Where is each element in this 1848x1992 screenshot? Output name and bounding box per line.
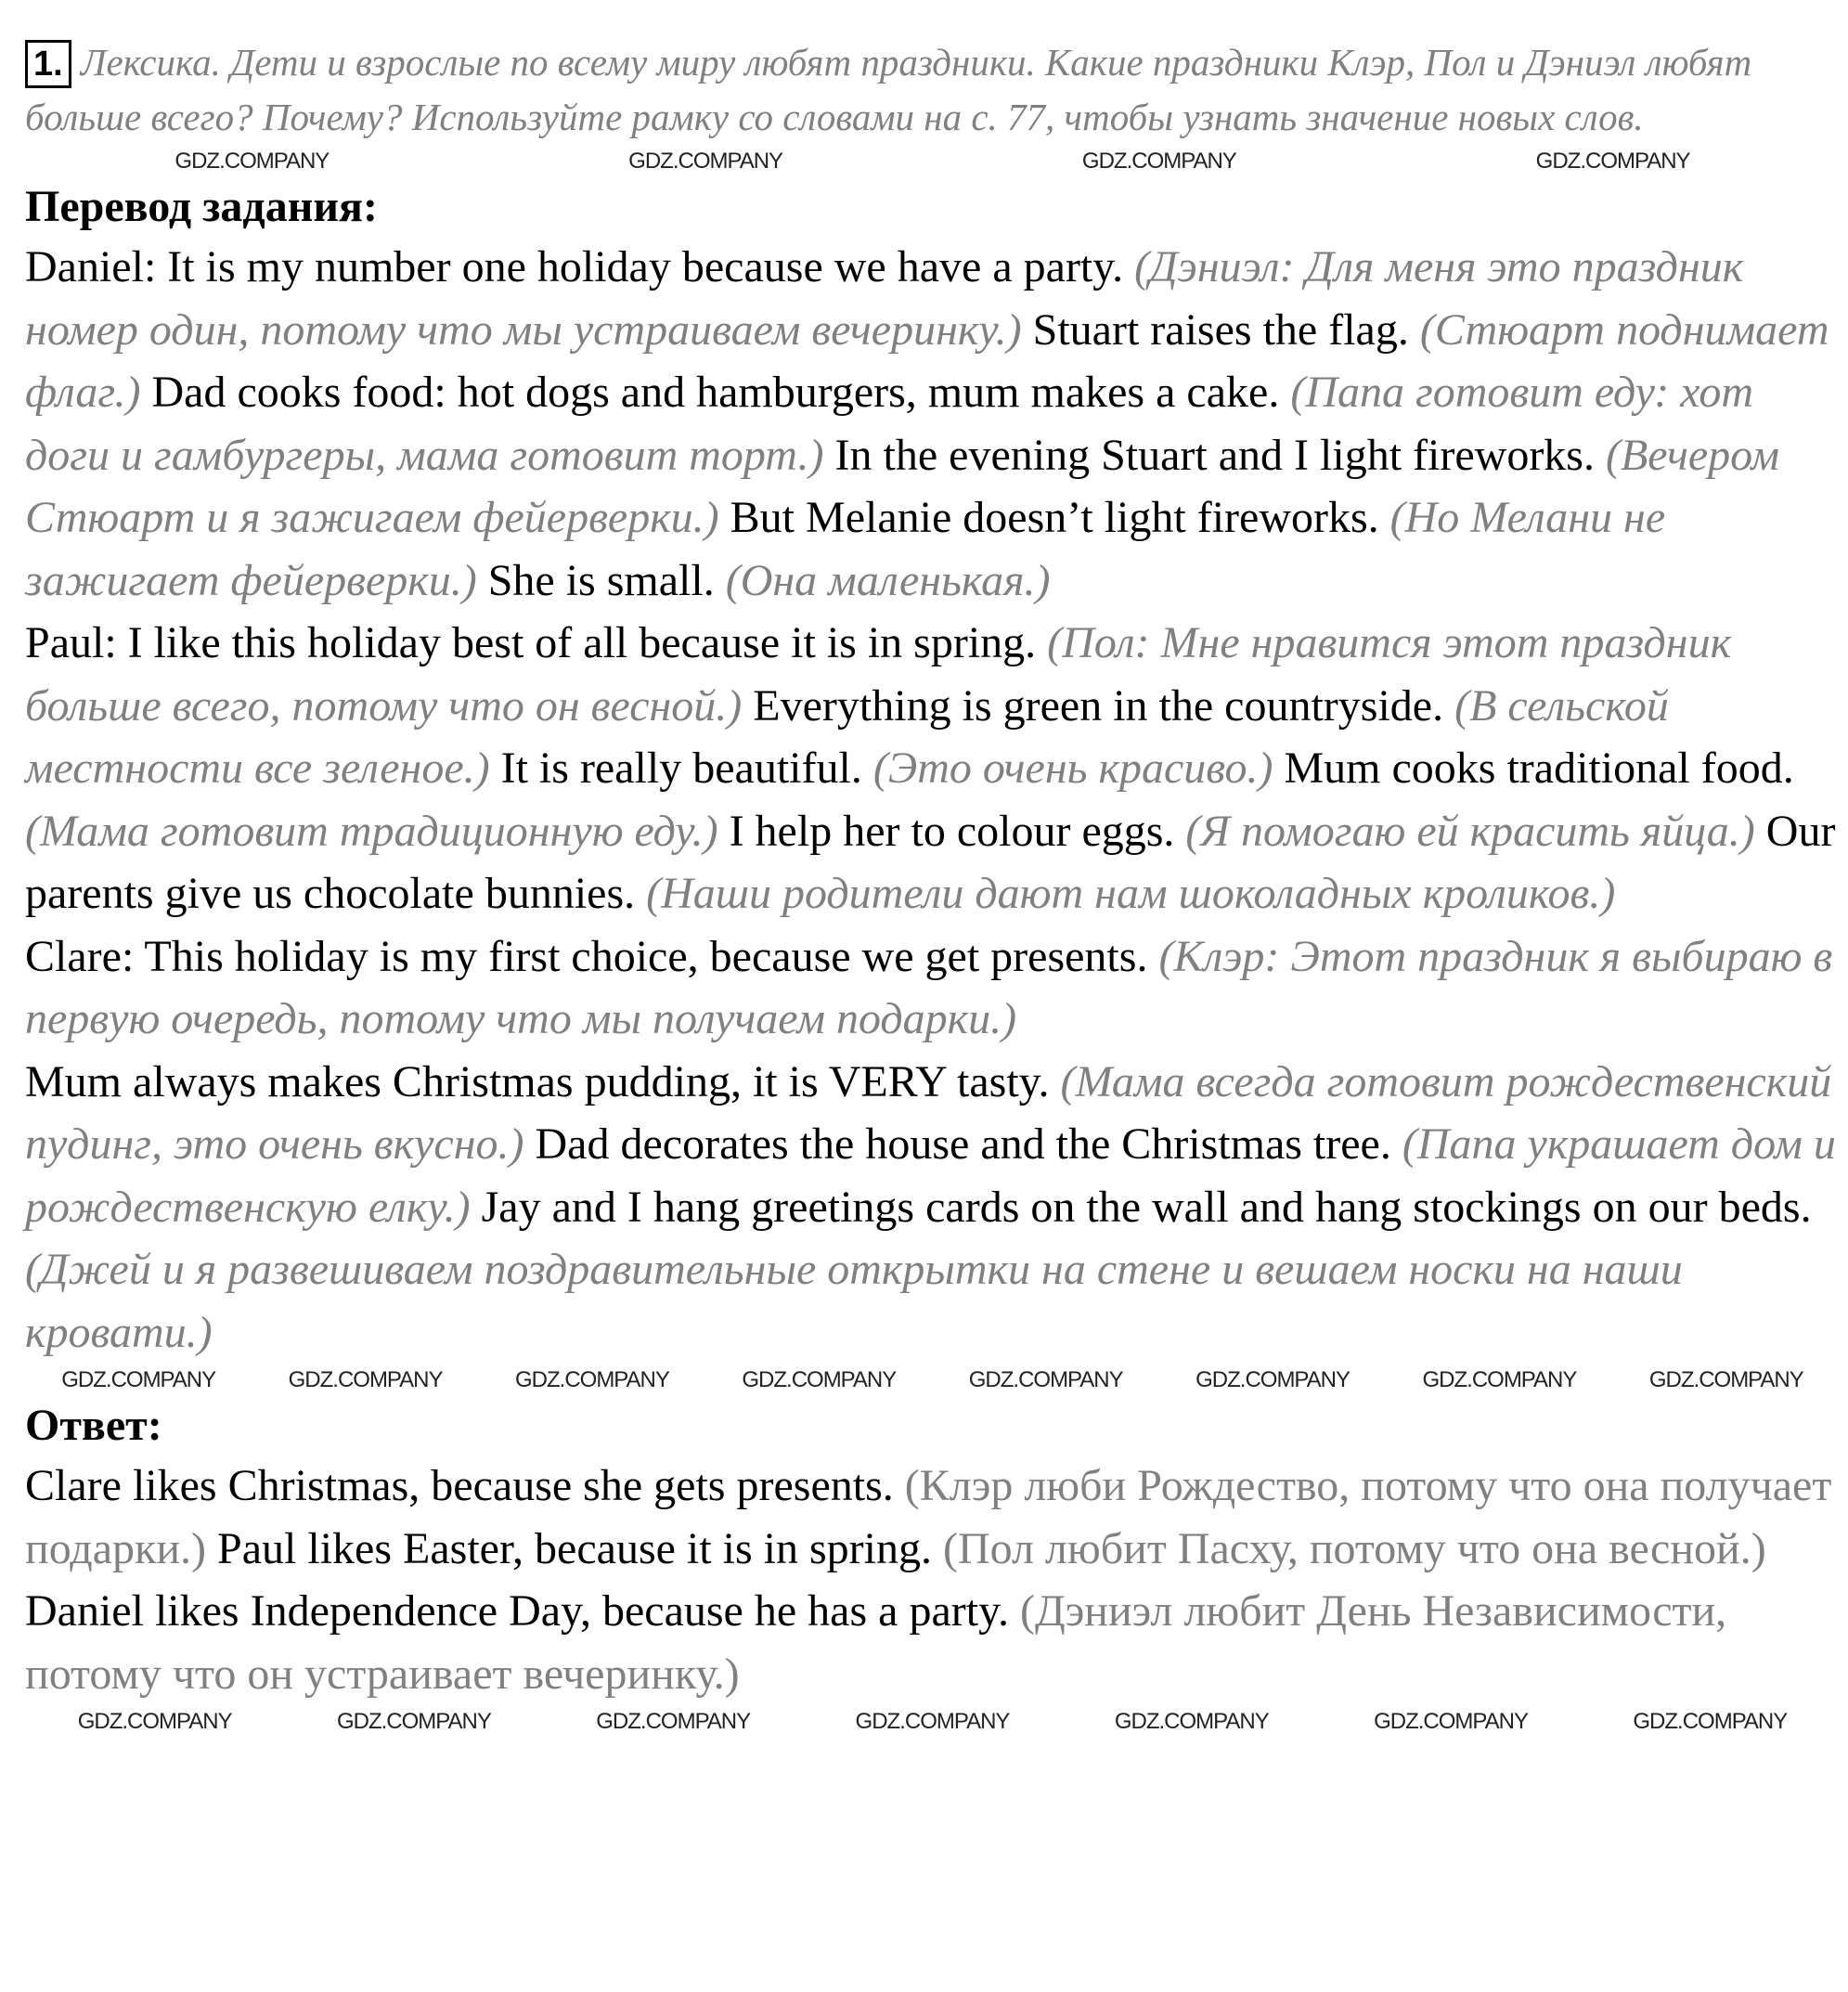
- watermark: GDZ.COMPANY: [1633, 1709, 1788, 1734]
- russian-translation: (Клэр люби Рождество, потому что она получает подарки.): [25, 1461, 1832, 1573]
- paragraph: [25, 1051, 1840, 1365]
- watermark: GDZ.COMPANY: [1535, 149, 1690, 174]
- watermark: GDZ.COMPANY: [174, 149, 330, 174]
- watermark: GDZ.COMPANY: [628, 149, 783, 174]
- answer-body: [25, 1455, 1840, 1705]
- watermark: GDZ.COMPANY: [1374, 1709, 1528, 1734]
- watermark: GDZ.COMPANY: [1648, 1367, 1803, 1392]
- watermark: GDZ.COMPANY: [742, 1367, 897, 1392]
- answer-heading: Ответ:: [25, 1401, 162, 1450]
- watermark: GDZ.COMPANY: [1081, 149, 1236, 174]
- watermark: GDZ.COMPANY: [61, 1367, 216, 1392]
- russian-translation: (Мама готовит традиционную еду.): [25, 806, 718, 856]
- english-text: But Melanie doesn’t light fireworks.: [730, 493, 1379, 542]
- russian-translation: (Дэниэл: Для меня это праздник номер один, потому что мы устраиваем вечеринку.): [25, 242, 1744, 355]
- english-text: Our parents give us chocolate bunnies.: [25, 806, 1836, 918]
- english-text: Mum cooks traditional food.: [1284, 744, 1794, 793]
- watermark: GDZ.COMPANY: [514, 1367, 669, 1392]
- russian-translation: (Вечером Стюарт и я зажигаем фейерверки.): [25, 430, 1779, 542]
- english-text: In the evening Stuart and I light fireworks.: [834, 430, 1595, 480]
- russian-translation: (Пол: Мне нравится этот праздник больше всего, потому что он весной.): [25, 618, 1732, 731]
- english-text: Stuart raises the flag.: [1032, 304, 1409, 355]
- english-text: She is small.: [487, 555, 715, 605]
- english-text: I help her to colour eggs.: [729, 806, 1175, 856]
- watermark-row: [25, 145, 1840, 178]
- english-text: Mum always makes Christmas pudding, it is VERY tasty.: [25, 1056, 1050, 1106]
- watermark-row: [25, 1705, 1840, 1739]
- russian-translation: (Пол любит Пасху, потому что она весной.): [942, 1523, 1766, 1573]
- task-number: 1.: [25, 40, 71, 88]
- russian-translation: (Наши родители дают нам шоколадных кроликов.): [646, 869, 1616, 918]
- russian-translation: (Я помогаю ей красить яйца.): [1185, 806, 1755, 856]
- english-text: Clare: This holiday is my first choice, because we get presents.: [25, 931, 1148, 981]
- russian-translation: (Это очень красиво.): [872, 744, 1273, 793]
- russian-translation: (Папа готовит еду: хот доги и гамбургеры, мама готовит торт.): [25, 368, 1754, 480]
- russian-translation: (Папа украшает дом и рождественскую елку.): [25, 1119, 1836, 1232]
- english-text: Dad decorates the house and the Christmas tree.: [535, 1119, 1391, 1169]
- paragraph: [25, 612, 1840, 925]
- translation-body: [25, 236, 1840, 1364]
- watermark: GDZ.COMPANY: [288, 1367, 443, 1392]
- paragraph: [25, 925, 1840, 1051]
- watermark: GDZ.COMPANY: [968, 1367, 1123, 1392]
- watermark: GDZ.COMPANY: [1114, 1709, 1269, 1734]
- english-text: Paul likes Easter, because it is in spring.: [217, 1523, 932, 1573]
- task-instruction: [25, 35, 1840, 145]
- english-text: Paul: I like this holiday best of all because it is in spring.: [25, 618, 1037, 667]
- watermark: GDZ.COMPANY: [1195, 1367, 1350, 1392]
- english-text: Dad cooks food: hot dogs and hamburgers, mum makes a cake.: [151, 368, 1280, 417]
- english-text: It is really beautiful.: [500, 744, 862, 793]
- paragraph: [25, 1455, 1840, 1705]
- watermark: GDZ.COMPANY: [1422, 1367, 1577, 1392]
- russian-translation: (Стюарт поднимает флаг.): [25, 304, 1829, 417]
- translation-heading: Перевод задания:: [25, 182, 378, 231]
- russian-translation: (Мама всегда готовит рождественский пудинг, это очень вкусно.): [25, 1056, 1832, 1169]
- russian-translation: (Она маленькая.): [725, 555, 1051, 605]
- english-text: Daniel: It is my number one holiday because we have a party.: [25, 242, 1124, 291]
- english-text: Daniel likes Independence Day, because he has a party.: [25, 1586, 1009, 1636]
- watermark: GDZ.COMPANY: [336, 1709, 491, 1734]
- russian-translation: (Дэниэл любит День Независимости, потому что он устраивает вечеринку.): [25, 1586, 1727, 1699]
- watermark: GDZ.COMPANY: [855, 1709, 1010, 1734]
- russian-translation: (Джей и я развешиваем поздравительные открытки на стене и вешаем носки на наши кровати.): [25, 1245, 1683, 1357]
- russian-translation: (Клэр: Этот праздник я выбираю в первую очередь, потому что мы получаем подарки.): [25, 931, 1833, 1043]
- task-text: Лексика. Дети и взрослые по всему миру любят праздники. Какие праздники Клэр, Пол и Дэниэл любят больше всего? Почему? Используйте рамку со словами на с. 77, чтобы узнать значение новых слов.: [25, 41, 1752, 138]
- watermark: GDZ.COMPANY: [596, 1709, 751, 1734]
- russian-translation: (В сельской местности все зеленое.): [25, 680, 1669, 793]
- english-text: Clare likes Christmas, because she gets presents.: [25, 1461, 894, 1510]
- english-text: Jay and I hang greetings cards on the wall and hang stockings on our beds.: [481, 1182, 1812, 1232]
- watermark: GDZ.COMPANY: [77, 1709, 232, 1734]
- russian-translation: (Но Мелани не зажигает фейерверки.): [25, 493, 1666, 605]
- english-text: Everything is green in the countryside.: [753, 680, 1444, 731]
- document-page: [25, 0, 1840, 1739]
- watermark-row: [25, 1364, 1840, 1397]
- paragraph: [25, 236, 1840, 612]
